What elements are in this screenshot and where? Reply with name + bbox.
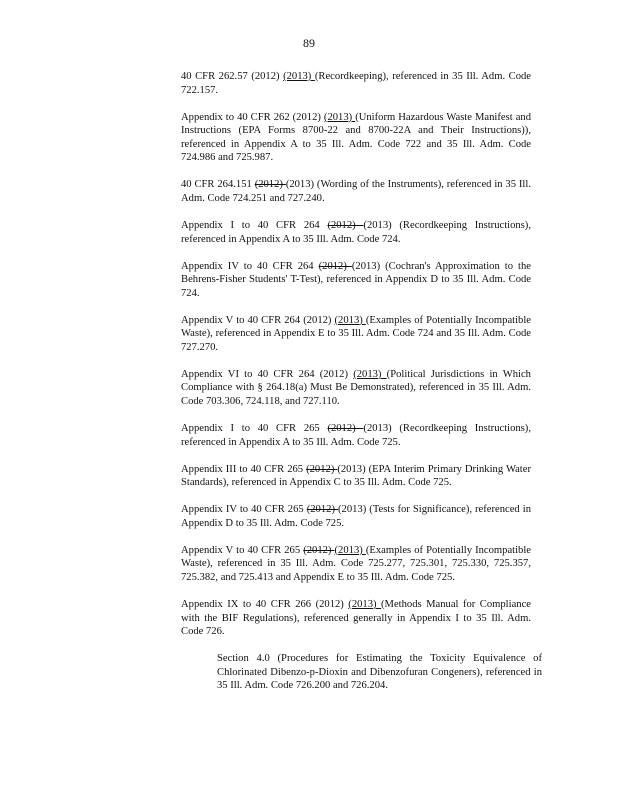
inserted-text: (2013) [334, 314, 366, 326]
deleted-text: (2012) [327, 423, 364, 435]
entry-text: Appendix IV to 40 CFR 264 [181, 260, 319, 272]
entry-text: (Political Jurisdictions in Which Compliance with § 264.18(a) Must Be Demonstrated), referenced in 35 Ill. Adm. Code 703.306, 724.118, and 727.110. [181, 368, 531, 408]
entry-text: (2013) (Cochran's Approximation to the Behrens-Fisher Students' T-Test), referenced in Appendix D to 35 Ill. Adm. Code 724. [181, 260, 531, 299]
reference-entry [181, 219, 531, 246]
reference-entry [181, 544, 531, 585]
entry-text: Appendix I to 40 CFR 264 [181, 219, 328, 231]
reference-entry [181, 422, 531, 449]
reference-list [181, 70, 542, 706]
entry-text: Appendix VI to 40 CFR 264 (2012) [181, 368, 354, 380]
entry-text: Appendix I to 40 CFR 265 [181, 423, 328, 435]
reference-entry [181, 178, 531, 205]
reference-entry [181, 368, 531, 409]
entry-text: (Examples of Potentially Incompatible Waste), referenced in Appendix E to 35 Ill. Adm. Code 724 and 35 Ill. Adm. Code 727.270. [181, 314, 531, 353]
reference-entry [181, 70, 531, 97]
entry-text: (2013) (EPA Interim Primary Drinking Water Standards), referenced in Appendix C to 35 Ill. Adm. Code 725. [181, 463, 531, 489]
entry-text: Appendix IX to 40 CFR 266 (2012) [181, 598, 349, 610]
page-number: 89 [303, 36, 315, 50]
entry-text: Section 4.0 (Procedures for Estimating the Toxicity Equivalence of Chlorinated Dibenzo-p-Dioxin and Dibenzofuran Congeners), referenced in 35 Ill. Adm. Code 726.200 and 726.204. [217, 653, 542, 692]
inserted-text: (2013) [348, 598, 382, 610]
entry-text: (Examples of Potentially Incompatible Waste), referenced in 35 Ill. Adm. Code 725.277, 725.301, 725.330, 725.357, 725.382, and 725.413 and Appendix E to 35 Ill. Adm. Code 725. [181, 544, 531, 583]
inserted-text: (2013) [353, 368, 387, 380]
entry-text: Appendix V to 40 CFR 265 [181, 544, 304, 556]
entry-text: (2013) (Tests for Significance), referenced in Appendix D to 35 Ill. Adm. Code 725. [181, 504, 531, 529]
reference-entry [181, 598, 531, 639]
entry-text: 40 CFR 264.151 [181, 179, 255, 191]
entry-text: (Methods Manual for Compliance with the BIF Regulations), referenced generally in Appendix I to 35 Ill. Adm. Code 726. [181, 598, 531, 638]
reference-entry [181, 314, 531, 355]
inserted-text: (2013) [283, 71, 315, 82]
entry-text: Appendix III to 40 CFR 265 [181, 463, 307, 475]
entry-text: (Uniform Hazardous Waste Manifest and Instructions (EPA Forms 8700-22 and 8700-22A and Their Instructions)), referenced in Appendix A to 35 Ill. Adm. Code 722 and 35 Ill. Adm. Code 724.986 and 725.987. [181, 111, 531, 164]
reference-entry [181, 463, 531, 490]
entry-text: (Recordkeeping), referenced in 35 Ill. Adm. Code 722.157. [181, 71, 531, 96]
entry-text: (2013) (Recordkeeping Instructions), referenced in Appendix A to 35 Ill. Adm. Code 725. [181, 423, 531, 448]
inserted-text: (2013) [323, 111, 356, 123]
entry-text: Appendix V to 40 CFR 264 (2012) [181, 314, 335, 326]
deleted-text: (2012) [306, 463, 338, 475]
entry-text: Appendix to 40 CFR 262 (2012) [181, 111, 324, 123]
sub-reference-entry [217, 652, 542, 693]
reference-entry [181, 503, 531, 530]
reference-entry [181, 111, 531, 165]
deleted-text: (2012) [303, 544, 335, 556]
entry-text: Appendix IV to 40 CFR 265 [181, 504, 307, 516]
deleted-text: (2012) [327, 219, 364, 231]
entry-text: (2013) (Wording of the Instruments), referenced in 35 Ill. Adm. Code 724.251 and 727.240. [181, 179, 531, 204]
reference-entry [181, 260, 531, 301]
deleted-text: (2012) [306, 504, 339, 516]
entry-text: 40 CFR 262.57 (2012) [181, 71, 284, 82]
entry-text: (2013) (Recordkeeping Instructions), referenced in Appendix A to 35 Ill. Adm. Code 724. [181, 219, 531, 245]
deleted-text: (2012) [254, 179, 286, 191]
inserted-text: (2013) [334, 544, 366, 556]
deleted-text: (2012) [318, 260, 352, 272]
